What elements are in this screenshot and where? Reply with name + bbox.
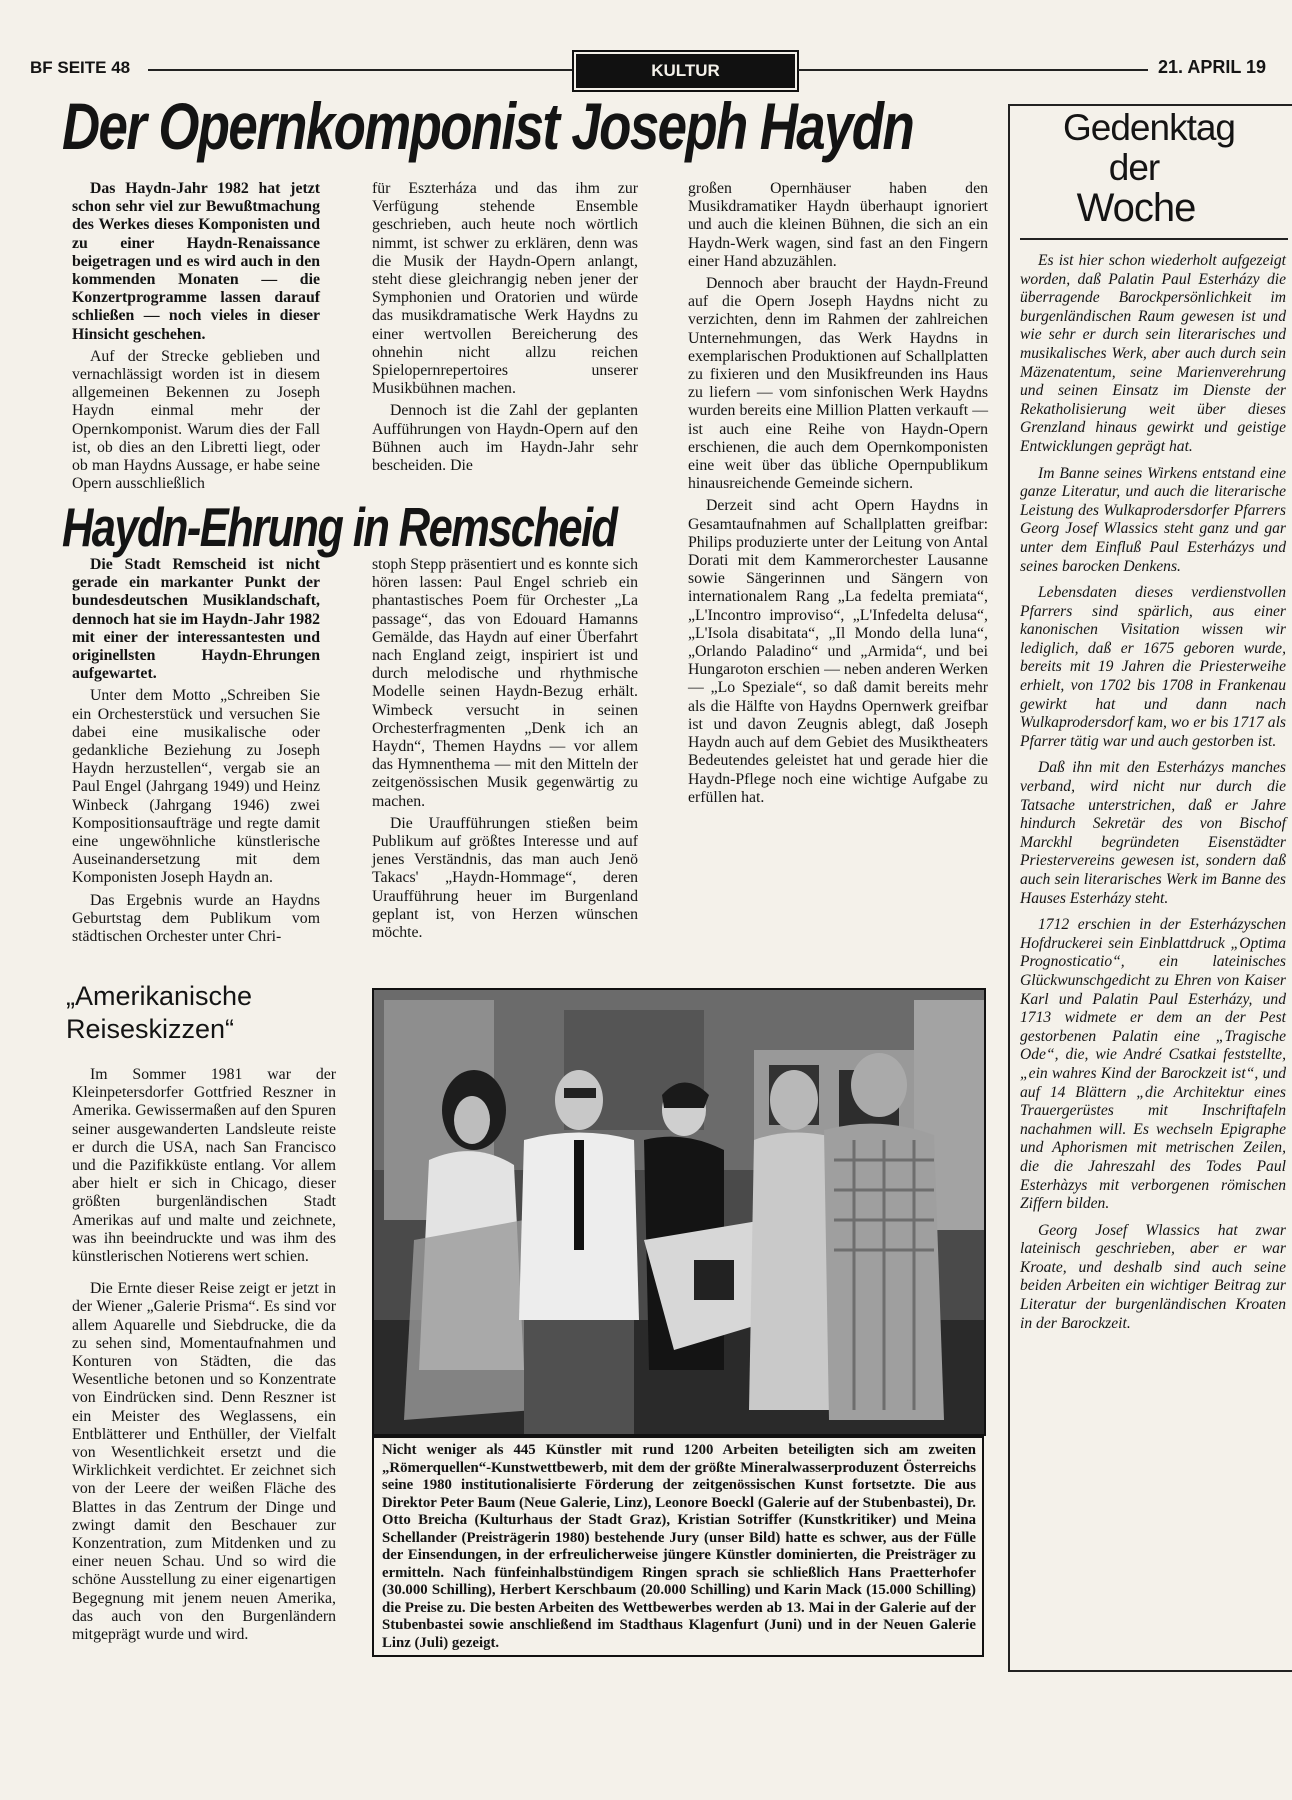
paragraph: stoph Stepp präsentiert und es konnte sich hören lassen: Paul Engel schrieb ein phantastisches Poem für Orchester „La passage“, das von Edouard Hamanns Gemälde, das Haydn auf einer Überfahrt nach England zeigt, inspiriert ist und durch melodische und rhythmische Modelle seinen Haydn-Bezug erhält. Wimbeck versucht in seinen Orchesterfragmenten „Denk ich an Haydn“, Themen Haydns — vor allem das Hymnenthema — mit den Mitteln der zeitgenössischen Musik gegenwärtig zu machen. (372, 556, 638, 810)
paragraph: 1712 erschien in der Esterházyschen Hofdruckerei sein Einblattdruck „Optima Prognosticatio“, ein lateinisches Glückwunschgedicht zu Ehren von Kaiser Karl und Palatin Paul Esterházy, und 1713 widmete er dem an der Pest gestorbenen Palatin eine „Tragische Ode“, die, wie André Csatkai feststellte, „ein wahres Kind der Barockzeit ist“, und auf 14 Blättern „die Architektur eines Trauergerüstes mit Inschriftafeln nachahmen will. Es wechseln Epigraphe und Aphorismen mit metrischen Zeilen, die die Jahreszahl des Todes Paul Esterhàzys mit verborgenen römischen Ziffern bilden. (1020, 916, 1286, 1213)
headline-remscheid: Haydn-Ehrung in Remscheid (62, 496, 617, 558)
header-rule-right (798, 69, 1148, 71)
paragraph: Das Ergebnis wurde an Haydns Geburtstag dem Publikum vom städtischen Orchester unter Chri- (72, 891, 320, 946)
paragraph: Daß ihn mit den Esterházys manches verband, wird nicht nur durch die Tatsache unterstrichen, daß er Jahre hindurch Sekretär des von Bischof Marckhl begründeten Eisenstädter Priestervereins gewesen ist, sondern daß auch sein literarisches Werk im Banne des Hauses Esterházy steht. (1020, 759, 1286, 907)
article3-body (72, 1066, 336, 1648)
header-rule-left (148, 69, 572, 71)
paragraph: Derzeit sind acht Opern Haydns in Gesamtaufnahmen auf Schallplatten greifbar: Philips produzierte unter der Leitung von Antal Dorati mit dem Kammerorchester Lausanne sowie Sängerinnen und Sängern von internationalem Rang „La fedelta premiata“, „L'Incontro improviso“, „L'Infedelta delusa“, „L'Isola disabitata“, „Il Mondo della luna“, „Orlando Paladino“ und „Armida“, und bei Hungaroton erschien — neben anderen Werken — „Lo Speziale“, so daß damit bereits mehr als die Hälfte von Haydns Opernwerk greifbar ist und davon Zeugnis ablegt, daß Joseph Haydn auch auf dem Gebiet des Musiktheaters Bedeutendes geleistet hat und gerade hier die Haydn-Pflege noch eine wichtige Aufgabe zu erfüllen hat. (688, 497, 988, 806)
article1-lead: Das Haydn-Jahr 1982 hat jetzt schon sehr viel zur Bewußtmachung des Werkes dieses Komponisten und zu einer Haydn-Renaissance beigetragen und es wird auch in den kommenden Monaten — die Konzertprogramme lassen darauf schließen — noch vieles in dieser Hinsicht geschehen. (72, 180, 320, 343)
paragraph: Dennoch ist die Zahl der geplanten Aufführungen von Haydn-Opern auf den Bühnen auch im Haydn-Jahr sehr bescheiden. Die (372, 402, 638, 475)
issue-date: 21. APRIL 19 (1158, 57, 1267, 77)
article1-col1 (72, 180, 320, 497)
sidebar-title (1008, 108, 1290, 228)
article2-col1 (72, 556, 320, 950)
sidebar-title-rule (1020, 238, 1288, 240)
sidebar-title-line3: Woche (1076, 186, 1196, 230)
jury-photo (372, 988, 986, 1436)
paragraph: für Eszterháza und das ihm zur Verfügung stehende Ensemble geschrieben, auch heute noch wörtlich nimmt, ist schwer zu erklären, denn was die Musik der Haydn-Opern anlangt, steht diese gleichrangig neben jener der Symphonien und Oratorien und würde das musikdramatische Werk Haydns zu einer wertvollen Bereicherung des ohnehin nicht allzu reichen Spielopernrepertoires unserer Musikbühnen machen. (372, 180, 638, 398)
paragraph: Die Uraufführungen stießen beim Publikum auf größtes Interesse und auf jenes Verständnis, das man auch Jenö Takacs' „Haydn-Hommage“, deren Uraufführung heuer im Burgenland geplant ist, von Herzen wünschen möchte. (372, 814, 638, 942)
sidebar-title-line2: der (1108, 147, 1160, 188)
page-folio: BF SEITE 48 (30, 58, 131, 77)
paragraph: Auf der Strecke geblieben und vernachlässigt worden ist in diesem allgemeinen Bekennen zu Joseph Haydn einmal mehr der Opernkomponist. Warum dies der Fall ist, ob dies an den Libretti liegt, oder ob man Haydns Aussage, er habe seine Opern ausschließlich (72, 347, 320, 493)
sidebar-body (1020, 252, 1286, 1337)
paragraph: großen Opernhäuser haben den Musikdramatiker Haydn überhaupt ignoriert und auch die kleinen Bühnen, die sich an ein Haydn-Werk wagen, sind fast an den Fingern einer Hand abzuzählen. (688, 180, 988, 270)
paragraph: Dennoch aber braucht der Haydn-Freund auf die Opern Joseph Haydns nicht zu verzichten, denn im Rahmen der zahlreichen Unternehmungen, das Werk Haydns in exemplarischen Produktionen auf Schallplatten zu fixieren und den Musikfreunden ins Haus zu liefern — vom sinfonischen Werk Haydns wurden bereits eine Million Platten verkauft — ist auch eine Reihe von Haydn-Opern erschienen, die auch dem Opernkomponisten eine weit über das übliche Opernpublikum hinausreichende Gemeinde sichern. (688, 275, 988, 493)
paragraph: Georg Josef Wlassics hat zwar lateinisch geschrieben, aber er war Kroate, und deshalb sind auch seine beiden Arbeiten ein wichtiger Beitrag zur Literatur der burgenländischen Kroaten in der Barockzeit. (1020, 1221, 1286, 1332)
paragraph: Im Banne seines Wirkens entstand eine ganze Literatur, und auch die literarische Leistung des Wulkaprodersdorfer Pfarrers Georg Josef Wlassics steht ganz und gar unter dem Einfluß Paul Esterházys und seines barocken Denkens. (1020, 464, 1286, 575)
photo-illustration (374, 990, 984, 1434)
article1-col3 (688, 180, 988, 811)
sidebar-title-line1: Gedenktag (1062, 107, 1236, 148)
paragraph: Es ist hier schon wiederholt aufgezeigt worden, daß Palatin Paul Esterházy die überragende Barockpersönlichkeit im burgenländischen Raum gewesen ist und wie sehr er durch sein literarisches und musikalisches Werk, aber auch durch sein Mäzenatentum, seine Marienverehrung und seinen Einsatz im Dienste der Rekatholisierung weit über dieses Grenzland hinaus gewirkt und geistige Entwicklungen geprägt hat. (1020, 252, 1286, 455)
headline-reiseskizzen: „Amerikanische Reiseskizzen“ (66, 981, 253, 1044)
article2-col2 (372, 556, 638, 946)
paragraph: Im Sommer 1981 war der Kleinpetersdorfer Gottfried Reszner in Amerika. Gewissermaßen auf den Spuren seiner ausgewanderten Landsleute reiste er durch die USA, nach San Francisco und die Pazifikküste entlang. Vor allem aber hielt er sich in Chicago, dieser größten burgenländischen Stadt Amerikas auf und malte und zeichnete, was ihn beeindruckte und was ihm des künstlerischen Notierens wert schien. (72, 1066, 336, 1266)
article1-col2 (372, 180, 638, 479)
headline-opernkomponist: Der Opernkomponist Joseph Haydn (62, 89, 914, 163)
paragraph: Die Ernte dieser Reise zeigt er jetzt in der Wiener „Galerie Prisma“. Es sind vor allem Aquarelle und Siebdrucke, die da zu sehen sind, Momentaufnahmen und Konturen von Städten, die das Wesentliche betonen und so Konzentrate von Eindrücken sind. Denn Reszner ist ein Meister des Weglassens, ein Entblätterer und Enthüller, der Vielfalt von Wesentlichkeit ersetzt und die Wirklichkeit verdichtet. Er zeichnet sich von der Leere der weißen Fläche des Blattes in das Zentrum der Dinge und zwingt damit den Beschauer zur Konzentration, zum Mitdenken und zu einer neuen Schau. Und so wird die schöne Ausstellung zu einer eigenartigen Begegnung mit jenem neuen Amerika, das auch von den Burgenländern mitgeprägt wurde und wird. (72, 1280, 336, 1644)
article2-lead: Die Stadt Remscheid ist nicht gerade ein markanter Punkt der bundesdeutschen Musiklandschaft, dennoch hat sie im Haydn-Jahr 1982 mit einer der interessantesten und originellsten Haydn-Ehrungen aufgewartet. (72, 556, 320, 683)
section-label: KULTUR (576, 54, 795, 88)
paragraph: Lebensdaten dieses verdienstvollen Pfarrers sind spärlich, aus einer kanonischen Visitation wissen wir lediglich, daß er 1675 geboren wurde, bereits mit 19 Jahren die Priesterweihe erhielt, von 1702 bis 1708 in Frankenau gewirkt hat und dann nach Wulkaprodersdorf kam, wo er bis 1717 als Pfarrer tätig war und auch gestorben ist. (1020, 584, 1286, 750)
paragraph: Unter dem Motto „Schreiben Sie ein Orchesterstück und versuchen Sie dabei eine musikalische oder gedankliche Beziehung zu Joseph Haydn herzustellen“, vergab sie an Paul Engel (Jahrgang 1949) und Heinz Winbeck (Jahrgang 1946) zwei Kompositionsaufträge und regte damit eine ungewöhnliche künstlerische Auseinandersetzung mit dem Komponisten Joseph Haydn an. (72, 687, 320, 887)
photo-caption: Nicht weniger als 445 Künstler mit rund 1200 Arbeiten beteiligten sich am zweiten „Römerquellen“-Kunstwettbewerb, mit dem der größte Mineralwasserproduzent Österreichs seine 1980 institutionalisierte Förderung der zeitgenössischen Kunst fortsetzte. Die aus Direktor Peter Baum (Neue Galerie, Linz), Leonore Boeckl (Galerie auf der Stubenbastei), Dr. Otto Breicha (Kulturhaus der Stadt Graz), Kristian Sotriffer (Kunstkritiker) und Meina Schellander (Preisträgerin 1980) bestehende Jury (unser Bild) hatte es schwer, aus der Fülle der Einsendungen, in der erfreulicherweise jüngere Künstler dominierten, die Preisträger zu ermitteln. Nach fünfeinhalbstündigem Ringen sprach sie schließlich Hans Praetterhofer (30.000 Schilling), Herbert Kerschbaum (20.000 Schilling) und Karin Mack (15.000 Schilling) die Preise zu. Die besten Arbeiten des Wettbewerbes werden ab 13. Mai in der Galerie auf der Stubenbastei sowie anschließend im Stadthaus Klagenfurt (Juni) und in der Neuen Galerie Linz (Juli) gezeigt. (372, 1436, 984, 1657)
